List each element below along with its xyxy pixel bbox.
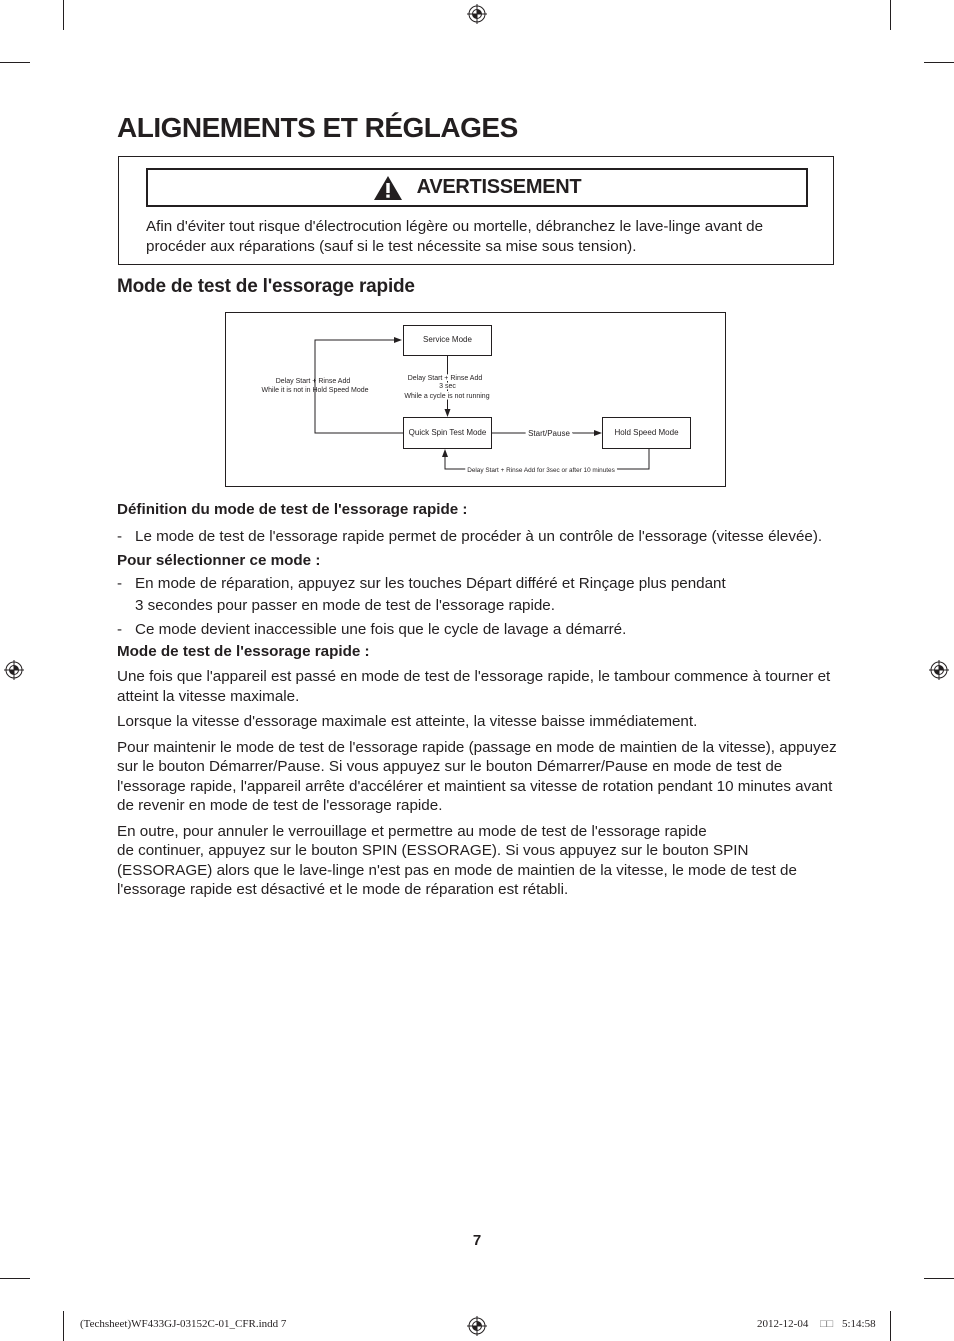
definition-heading: Définition du mode de test de l'essorage rapide : bbox=[117, 501, 468, 518]
list-item: - En mode de réparation, appuyez sur les touches Départ différé et Rinçage plus pendant 3 secondes pour passer en mode de test de l'essorage rapide. bbox=[117, 575, 726, 614]
crop-mark bbox=[63, 0, 64, 30]
center-label-line1: Delay Start + Rinse Add bbox=[407, 375, 483, 382]
center-label-line2: 3 sec bbox=[439, 383, 456, 390]
center-label-line3: While a cycle is not running bbox=[404, 393, 490, 400]
start-pause-arrowhead bbox=[594, 430, 602, 436]
quick-spin-mode-label: Quick Spin Test Mode bbox=[408, 428, 487, 437]
para4-line1: En outre, pour annuler le verrouillage et permettre au mode de test de l'essorage rapide bbox=[117, 822, 707, 840]
warning-header bbox=[146, 168, 808, 207]
mode-heading: Mode de test de l'essorage rapide : bbox=[117, 643, 370, 660]
page-title: ALIGNEMENTS ET RÉGLAGES bbox=[117, 112, 518, 143]
footer-file-name: (Techsheet)WF433GJ-03152C-01_CFR.indd 7 bbox=[80, 1318, 287, 1330]
paragraph: Pour maintenir le mode de test de l'essorage rapide (passage en mode de maintien de la vitesse), appuyez sur le bouton Démarrer/Pause. Si vous appuyez sur le bouton Démarrer/Pause en mode de test de l'essorage rapide, l'appareil arrête d'accélérer et maintient sa vitesse de rotation pendant 10 minutes avant de revenir en mode de test de l'essorage rapide. bbox=[117, 738, 837, 814]
registration-mark-icon bbox=[4, 660, 24, 680]
crop-mark bbox=[924, 1278, 954, 1279]
crop-mark bbox=[924, 62, 954, 63]
registration-mark-icon bbox=[467, 1316, 487, 1336]
paragraph bbox=[117, 822, 839, 900]
left-label-line1: Delay Start + Rinse Add bbox=[275, 378, 351, 385]
section-title: Mode de test de l'essorage rapide bbox=[117, 276, 415, 297]
warning-title: AVERTISSEMENT bbox=[416, 176, 582, 198]
crop-mark bbox=[0, 1278, 30, 1279]
crop-mark bbox=[890, 1311, 891, 1341]
hold-speed-mode-label: Hold Speed Mode bbox=[614, 428, 679, 437]
footer-date: 2012-12-04 bbox=[757, 1318, 809, 1330]
select-heading: Pour sélectionner ce mode : bbox=[117, 552, 321, 569]
left-loop-arrowhead bbox=[394, 337, 402, 343]
content bbox=[117, 500, 839, 900]
service-mode-label: Service Mode bbox=[423, 335, 472, 344]
list-item: - Le mode de test de l'essorage rapide permet de procéder à un contrôle de l'essorage (vitesse élevée). bbox=[117, 528, 823, 545]
crop-mark bbox=[0, 62, 30, 63]
select-item2: Ce mode devient inaccessible une fois que le cycle de lavage a démarré. bbox=[135, 621, 627, 638]
crop-mark bbox=[63, 1311, 64, 1341]
page-number: 7 bbox=[472, 1232, 482, 1249]
footer-time-prefix: □□ bbox=[820, 1318, 834, 1330]
left-label-line2: While it is not in Hold Speed Mode bbox=[261, 387, 369, 394]
definition-text: Le mode de test de l'essorage rapide permet de procéder à un contrôle de l'essorage (vitesse élevée). bbox=[135, 528, 823, 545]
warning-triangle-icon bbox=[373, 175, 403, 201]
bottom-return-arrow bbox=[445, 449, 649, 469]
select-item1-line1: En mode de réparation, appuyez sur les touches Départ différé et Rinçage plus pendant bbox=[135, 575, 726, 592]
start-pause-label: Start/Pause bbox=[528, 429, 570, 438]
registration-mark-icon bbox=[467, 4, 487, 24]
list-item: - Ce mode devient inaccessible une fois que le cycle de lavage a démarré. bbox=[117, 621, 627, 638]
warning-text: Afin d'éviter tout risque d'électrocution légère ou mortelle, débranchez le lave-linge avant de procéder aux réparations (sauf si le test nécessite sa mise sous tension). bbox=[146, 218, 764, 255]
quick-spin-flow-diagram bbox=[225, 312, 726, 487]
crop-mark bbox=[890, 0, 891, 30]
select-item1-line2: 3 secondes pour passer en mode de test de l'essorage rapide. bbox=[135, 597, 555, 614]
bottom-label: Delay Start + Rinse Add for 3sec or after 10 minutes bbox=[467, 467, 615, 474]
bottom-return-arrowhead bbox=[442, 449, 448, 457]
para4-rest: de continuer, appuyez sur le bouton SPIN (ESSORAGE). Si vous appuyez sur le bouton SPIN (ESSORAGE) alors que le lave-linge n'est pas en mode de maintien de la vitesse, le mode de test de l'essorage rapide est désactivé et le mode de réparation est rétabli. bbox=[117, 842, 797, 898]
paragraph: Lorsque la vitesse d'essorage maximale est atteinte, la vitesse baisse immédiatement. bbox=[117, 713, 698, 730]
footer-time: 5:14:58 bbox=[842, 1318, 876, 1330]
registration-mark-icon bbox=[929, 660, 949, 680]
center-down-arrowhead bbox=[445, 409, 451, 417]
warning-box bbox=[118, 156, 834, 265]
paragraph: Une fois que l'appareil est passé en mode de test de l'essorage rapide, le tambour commence à tourner et atteint la vitesse maximale. bbox=[117, 668, 831, 705]
